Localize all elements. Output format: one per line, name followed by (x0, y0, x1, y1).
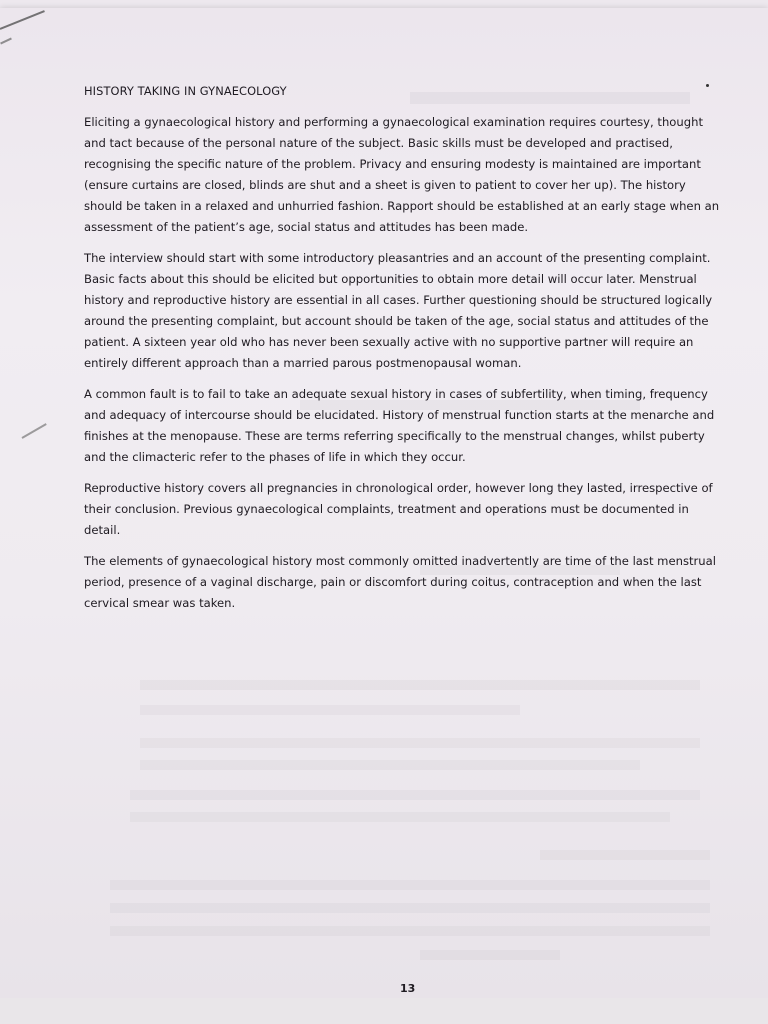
show-through-line (130, 790, 700, 800)
show-through-line (540, 850, 710, 860)
show-through-line (140, 705, 520, 715)
background-surface (0, 998, 768, 1024)
show-through-line (110, 903, 710, 913)
show-through-line (110, 926, 710, 936)
show-through-line (140, 680, 700, 690)
page-number: 13 (400, 982, 416, 995)
show-through-line (420, 950, 560, 960)
paragraph-interview: The interview should start with some introductory pleasantries and an account of the presenting complaint. Basic facts about this should be elicited but opportunities to obtain more detail will occur later. Menstrual history and reproductive history are essential in all cases. Further questioning should be structured logically around the presenting complaint, but account should be taken of the age, social status and attitudes of the patient. A sixteen year old who has never been sexually active with no supportive partner will require an entirely different approach than a married parous postmenopausal woman. (84, 251, 713, 370)
document-title: HISTORY TAKING IN GYNAECOLOGY (84, 84, 287, 98)
show-through-line (110, 880, 710, 890)
show-through-line (130, 812, 670, 822)
show-through-line (140, 738, 700, 748)
paragraph-omitted-elements: The elements of gynaecological history most commonly omitted inadvertently are time of the last menstrual period, presence of a vaginal discharge, pain or discomfort during coitus, contraception and when the last cervical smear was taken. (84, 554, 716, 610)
document-body (84, 78, 724, 624)
paragraph-sexual-history: A common fault is to fail to take an adequate sexual history in cases of subfertility, when timing, frequency and adequacy of intercourse should be elucidated. History of menstrual function starts at the menarche and finishes at the menopause. These are terms referring specifically to the menstrual changes, whilst puberty and the climacteric refer to the phases of life in which they occur. (84, 387, 715, 464)
paragraph-intro: Eliciting a gynaecological history and performing a gynaecological examination requires courtesy, thought and tact because of the personal nature of the subject. Basic skills must be developed and practised, recognising the specific nature of the problem. Privacy and ensuring modesty is maintained are important (ensure curtains are closed, blinds are shut and a sheet is given to patient to cover her up). The history should be taken in a relaxed and unhurried fashion. Rapport should be established at an early stage when an assessment of the patient’s age, social status and attitudes has been made. (84, 115, 720, 234)
show-through-line (140, 760, 640, 770)
paragraph-reproductive-history: Reproductive history covers all pregnancies in chronological order, however long they lasted, irrespective of their conclusion. Previous gynaecological complaints, treatment and operations must be documented in detail. (84, 481, 713, 537)
